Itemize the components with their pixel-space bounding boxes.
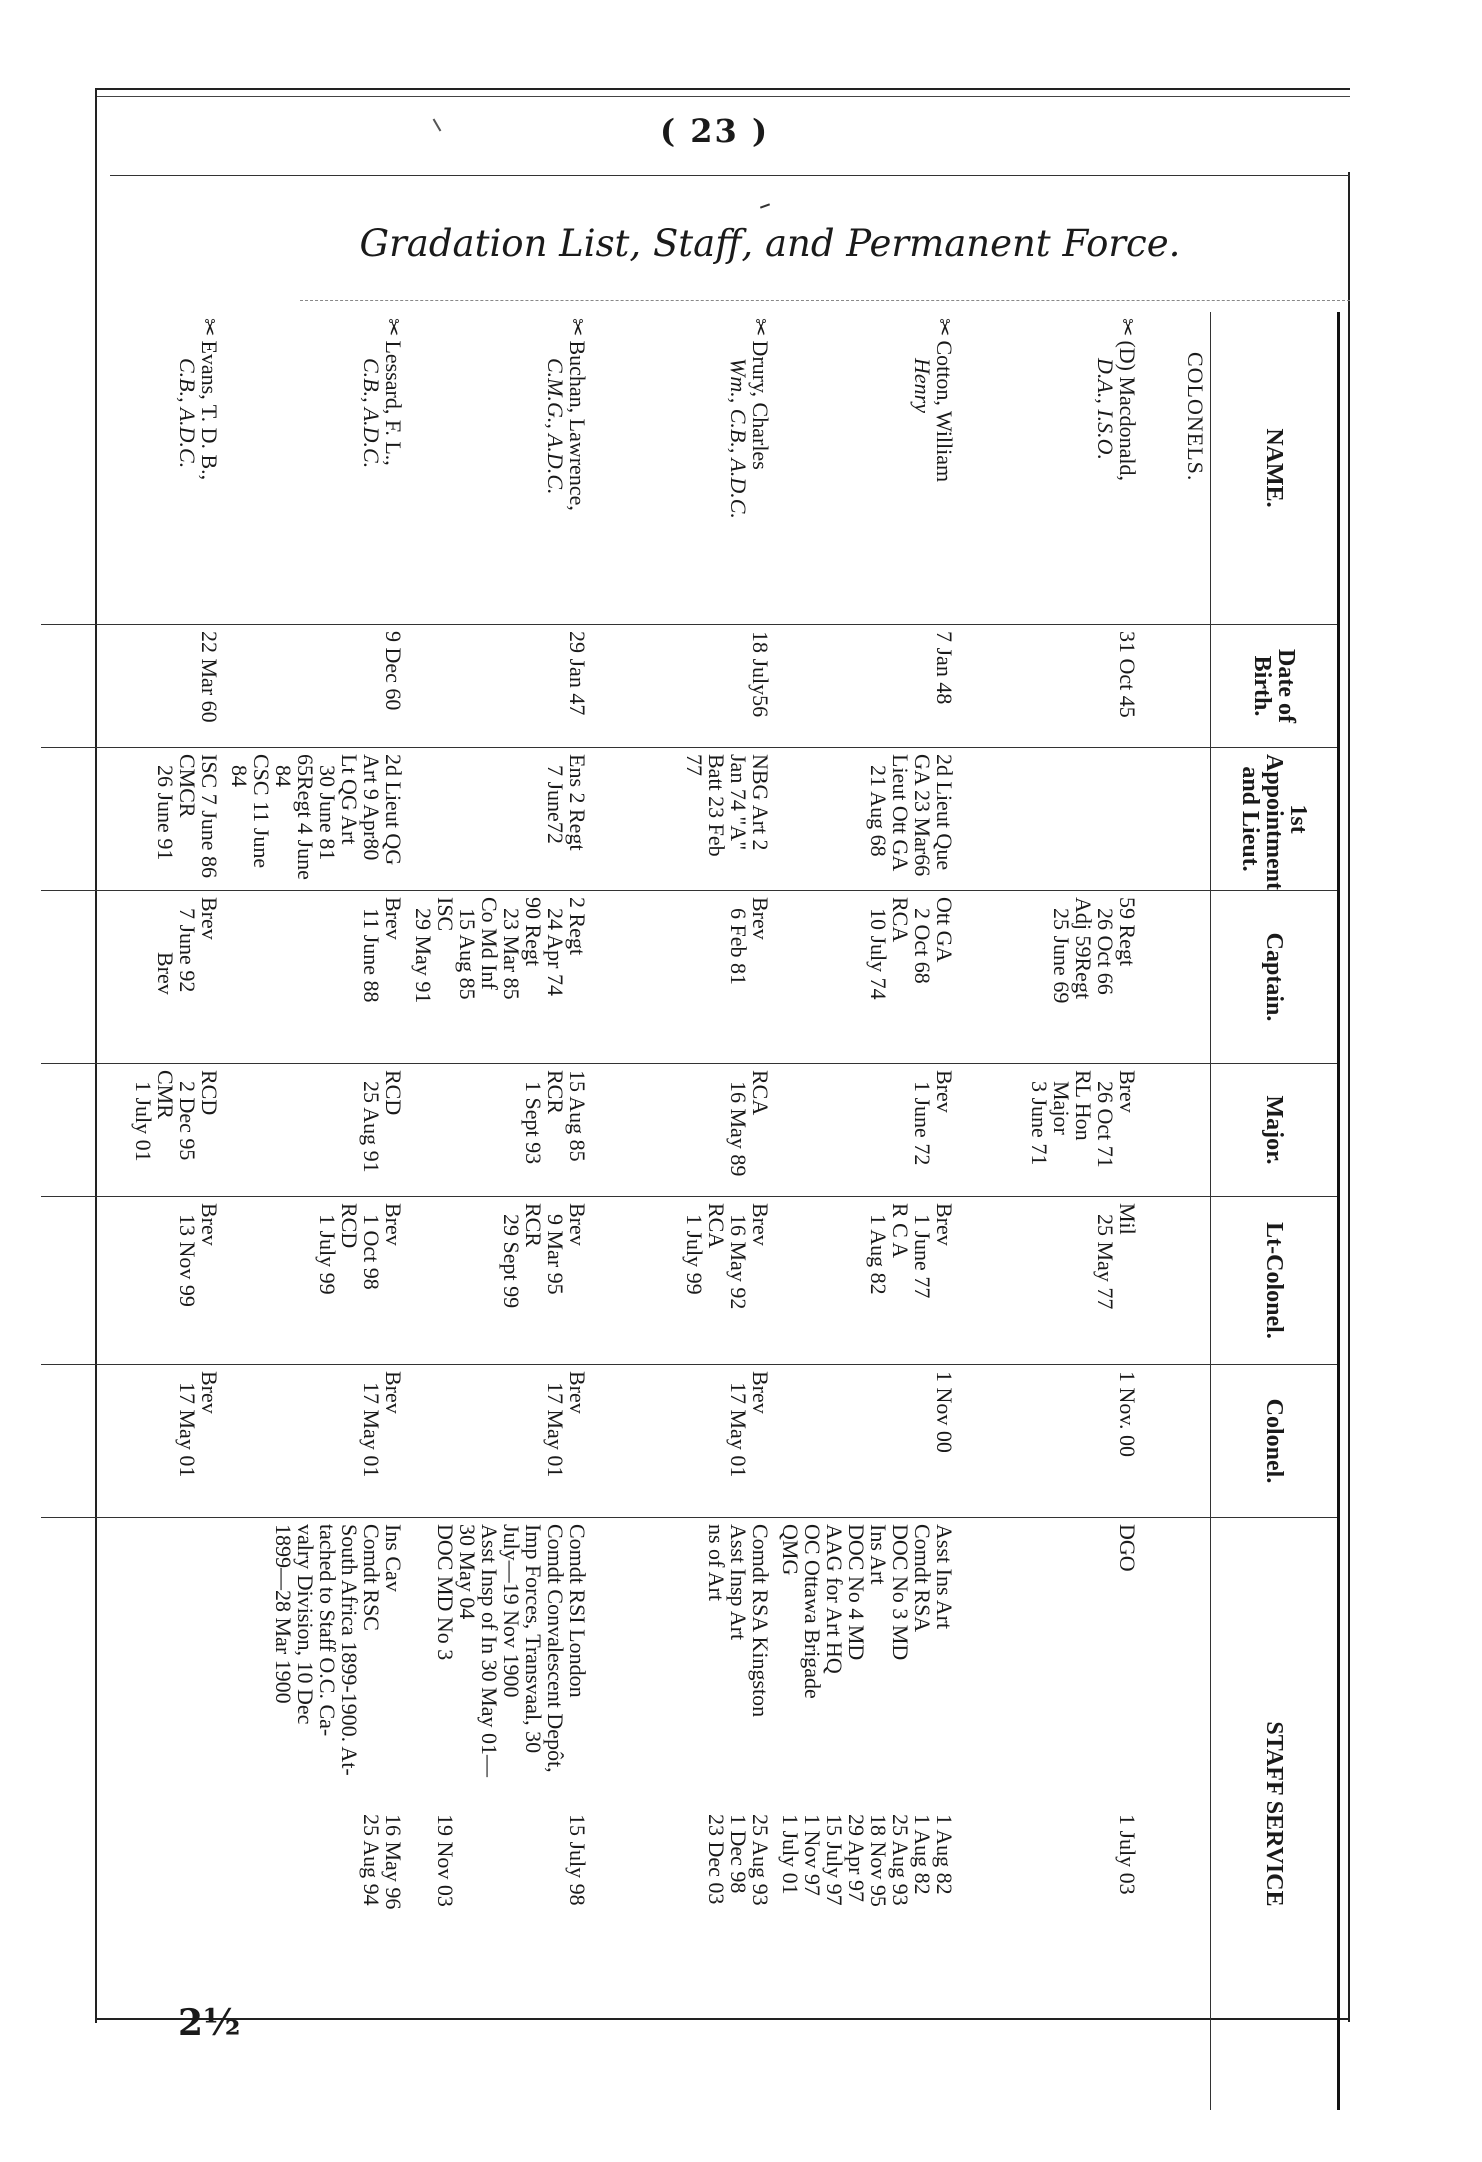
lt-colonel-cell-line: Brev	[748, 1203, 773, 1246]
staff-role: OC Ottawa Brigade	[800, 1524, 825, 1699]
date-of-birth-cell-line: 9 Dec 60	[381, 631, 406, 711]
colonel-cell-line: Brev	[565, 1371, 590, 1414]
scissors-icon: ✂	[932, 318, 957, 337]
staff-date: 15 July 98	[565, 1814, 590, 1906]
first-appointment-cell-line: Jan 74 "A"	[726, 754, 751, 851]
captain-cell-line: 26 Oct 66	[1093, 897, 1118, 995]
staff-role: Comdt RSA	[910, 1524, 935, 1633]
staff-date: 1 Aug 82	[910, 1814, 935, 1895]
table-row	[224, 312, 408, 2110]
staff-entry	[1116, 1524, 1138, 2104]
staff-date: 25 Aug 93	[748, 1814, 773, 1906]
major-cell-line: Brev	[932, 1070, 957, 1113]
staff-date: 25 Aug 93	[888, 1814, 913, 1906]
first-appointment-cell-line: NBG Art 2	[748, 754, 773, 851]
stray-mark	[433, 118, 442, 131]
staff-entry	[478, 1524, 500, 2104]
colonel-cell-line: Brev	[197, 1371, 222, 1414]
table-row	[592, 312, 775, 2110]
staff-role: tached to Staff O.C. Ca-	[315, 1524, 340, 1737]
first-appointment-cell-line: 26 June 91	[153, 754, 178, 861]
first-appointment-cell-line: 2d Lieut QG	[381, 754, 406, 866]
lt-colonel-cell	[959, 1197, 1142, 1365]
officer-name-cell	[41, 312, 224, 625]
officer-name: Buchan, Lawrence,	[565, 340, 590, 511]
staff-role: Asst Insp Art	[726, 1524, 751, 1641]
page-number: ( 23 )	[660, 112, 770, 150]
officer-name-cell	[959, 312, 1142, 625]
empty-cell	[1142, 891, 1211, 1064]
staff-date: 15 July 97	[822, 1814, 847, 1906]
table-header-row	[1211, 312, 1339, 2110]
empty-cell	[1142, 625, 1211, 748]
stray-mark-accent	[760, 203, 770, 208]
major-cell	[959, 1064, 1142, 1197]
major-cell-line: 1 Sept 93	[521, 1070, 546, 1165]
first-appointment-cell-line: 65Regt 4 June	[293, 754, 318, 880]
title-underline	[300, 300, 1350, 301]
captain-cell	[592, 891, 775, 1064]
table-row	[408, 312, 592, 2110]
captain-cell-line: 11 June 88	[359, 897, 384, 1003]
first-appointment-cell-line: Art 9 Apr80	[359, 754, 384, 861]
staff-role: Comdt RSA Kingston	[748, 1524, 773, 1718]
staff-role: Asst Ins Art	[932, 1524, 957, 1630]
date-of-birth-cell-line: 22 Mar 60	[197, 631, 222, 723]
captain-cell-line: 7 June 92	[175, 897, 200, 993]
first-appointment-cell	[959, 748, 1142, 891]
staff-entry	[823, 1524, 845, 2104]
gradation-table-rotated	[100, 312, 1340, 2007]
staff-date: 25 Aug 94	[359, 1814, 384, 1906]
lt-colonel-cell-line: 1 Aug 82	[866, 1203, 891, 1295]
major-cell	[775, 1064, 959, 1197]
staff-entry	[382, 1524, 404, 2104]
captain-cell-line: 2 Regt	[565, 897, 590, 956]
first-appointment-cell	[408, 748, 592, 891]
gradation-table	[41, 312, 1340, 2110]
header-colonel: Colonel.	[1211, 1365, 1339, 1518]
lt-colonel-cell	[775, 1197, 959, 1365]
staff-role: Comdt Convalescent Depôt,	[543, 1524, 568, 1773]
staff-role: Comdt RSC	[359, 1524, 384, 1631]
lt-colonel-cell	[592, 1197, 775, 1365]
major-cell-line: 1 June 72	[910, 1070, 935, 1166]
header-staff-service: STAFF SERVICE	[1211, 1518, 1339, 2111]
date-of-birth-cell	[775, 625, 959, 748]
staff-entry	[845, 1524, 867, 2104]
empty-cell	[1142, 1064, 1211, 1197]
lt-colonel-cell-line: 16 May 92	[726, 1203, 751, 1310]
staff-entry	[316, 1524, 338, 2104]
colonel-cell	[224, 1365, 408, 1518]
staff-role: Ins Art	[866, 1524, 891, 1585]
staff-service-cell	[775, 1518, 959, 2111]
lt-colonel-cell-line: Brev	[197, 1203, 222, 1246]
officer-honours: D.A., I.S.O.	[1093, 358, 1118, 461]
staff-role: DOC No 3 MD	[888, 1524, 913, 1661]
first-appointment-cell-line: 2d Lieut Que	[932, 754, 957, 871]
captain-cell-line: 25 June 69	[1049, 897, 1074, 1004]
colonel-cell-line: 17 May 01	[726, 1371, 751, 1478]
date-of-birth-cell-line: 29 Jan 47	[565, 631, 590, 716]
scissors-icon: ✂	[565, 318, 590, 337]
captain-cell	[959, 891, 1142, 1064]
lt-colonel-cell-line: 1 July 99	[682, 1203, 707, 1295]
staff-entry	[779, 1524, 801, 2104]
staff-date: 16 May 96	[381, 1814, 406, 1910]
page-number-separator	[110, 175, 1350, 176]
staff-date: 1 July 01	[778, 1814, 803, 1895]
major-cell-line: RCD	[381, 1070, 406, 1116]
page-frame-top-rule-inner	[95, 96, 1350, 97]
captain-cell-line: 29 May 91	[411, 897, 436, 1004]
major-cell-line: CMR	[153, 1070, 178, 1119]
staff-date: 1 Dec 98	[726, 1814, 751, 1894]
major-cell-line: 25 Aug 91	[359, 1070, 384, 1173]
major-cell	[408, 1064, 592, 1197]
section-label: COLONELS.	[1183, 352, 1208, 482]
scissors-icon: ✂	[748, 318, 773, 337]
captain-cell-line: 23 Mar 85	[499, 897, 524, 1000]
staff-date: 1 Nov 97	[800, 1814, 825, 1896]
lt-colonel-cell-line: 25 May 77	[1093, 1203, 1118, 1310]
page-frame-right-rule	[1348, 172, 1350, 2022]
first-appointment-cell-line: 84	[227, 754, 252, 787]
captain-cell-line: RCA	[888, 897, 913, 943]
colonel-cell	[959, 1365, 1142, 1518]
header-captain: Captain.	[1211, 891, 1339, 1064]
scissors-icon: ✂	[1115, 318, 1140, 337]
staff-role: Comdt RSI London	[565, 1524, 590, 1698]
captain-cell-line: 59 Regt	[1115, 897, 1140, 967]
date-of-birth-cell	[592, 625, 775, 748]
first-appointment-cell-line: Ens 2 Regt	[565, 754, 590, 851]
lt-colonel-cell-line: RCA	[704, 1203, 729, 1249]
first-appointment-cell-line: Batt 23 Feb	[704, 754, 729, 857]
colonel-cell-line: 17 May 01	[175, 1371, 200, 1478]
captain-cell-line: Brev	[197, 897, 222, 940]
first-appointment-cell-line: 30 June 81	[315, 754, 340, 861]
colonel-cell-line: 1 Nov. 00	[1115, 1371, 1140, 1457]
captain-cell-line: Brev	[153, 897, 178, 995]
colonel-cell-line: 17 May 01	[359, 1371, 384, 1478]
page-frame-top-rule	[95, 88, 1350, 90]
staff-entry	[867, 1524, 889, 2104]
staff-date: 29 Apr 97	[844, 1814, 869, 1902]
staff-date: 1 Aug 82	[932, 1814, 957, 1895]
lt-colonel-cell	[408, 1197, 592, 1365]
captain-cell-line: 2 Oct 68	[910, 897, 935, 984]
staff-date: 23 Dec 03	[704, 1814, 729, 1905]
major-cell	[41, 1064, 224, 1197]
header-lt-colonel: Lt-Colonel.	[1211, 1197, 1339, 1365]
first-appointment-cell-line: 21 Aug 68	[866, 754, 891, 857]
major-cell-line: RCD	[197, 1070, 222, 1116]
major-cell	[224, 1064, 408, 1197]
staff-role: Ins Cav	[381, 1524, 406, 1592]
lt-colonel-cell-line: 9 Mar 95	[543, 1203, 568, 1295]
staff-entry	[544, 1524, 566, 2104]
staff-entry	[360, 1524, 382, 2104]
officer-name: (D) Macdonald,	[1115, 340, 1140, 481]
officer-honours: C.B., A.D.C.	[359, 358, 384, 469]
staff-service-cell	[959, 1518, 1142, 2111]
empty-cell	[1142, 1197, 1211, 1365]
officer-name: Cotton, William	[932, 340, 957, 483]
lt-colonel-cell-line: R C A	[888, 1203, 913, 1259]
first-appointment-cell	[592, 748, 775, 891]
lt-colonel-cell-line: 1 Oct 98	[359, 1203, 384, 1290]
officer-honours: C.M.G., A.D.C.	[543, 358, 568, 495]
table-row	[775, 312, 959, 2110]
first-appointment-cell-line: CMCR	[175, 754, 200, 818]
colonel-cell-line: Brev	[748, 1371, 773, 1414]
colonel-cell-line: 17 May 01	[543, 1371, 568, 1478]
staff-service-cell	[224, 1518, 408, 2111]
lt-colonel-cell	[224, 1197, 408, 1365]
officer-honours: Wm., C.B., A.D.C.	[726, 358, 751, 519]
captain-cell-line: 6 Feb 81	[726, 897, 751, 985]
staff-entry	[911, 1524, 933, 2104]
captain-cell	[408, 891, 592, 1064]
colonel-cell-line: 1 Nov 00	[932, 1371, 957, 1453]
major-cell-line: RCR	[543, 1070, 568, 1115]
header-name: NAME.	[1211, 312, 1339, 625]
staff-date: 19 Nov 03	[433, 1814, 458, 1907]
staff-role: South Africa 1899-1900. At-	[337, 1524, 362, 1776]
captain-cell-line: 90 Regt	[521, 897, 546, 967]
colonel-cell-line: Brev	[381, 1371, 406, 1414]
major-cell-line: 15 Aug 85	[565, 1070, 590, 1162]
captain-cell	[41, 891, 224, 1064]
first-appointment-cell-line: 84	[271, 754, 296, 787]
scissors-icon: ✂	[381, 318, 406, 337]
date-of-birth-cell	[408, 625, 592, 748]
colonel-cell	[41, 1365, 224, 1518]
staff-role: ns of Art	[704, 1524, 729, 1601]
lt-colonel-cell-line: 29 Sept 99	[499, 1203, 524, 1309]
captain-cell-line: Ott GA	[932, 897, 957, 963]
officer-name-cell	[408, 312, 592, 625]
staff-entry	[500, 1524, 522, 2104]
lt-colonel-cell-line: Mil	[1115, 1203, 1140, 1235]
first-appointment-cell-line: Lieut Ott GA	[888, 754, 913, 872]
staff-role: 30 May 04	[455, 1524, 480, 1620]
major-cell-line: 26 Oct 71	[1093, 1070, 1118, 1168]
major-cell-line: 1 July 01	[131, 1070, 156, 1162]
staff-entry	[272, 1524, 294, 2104]
corner-folio-mark: 2½	[178, 2002, 241, 2044]
staff-role: Imp Forces, Transvaal, 30	[521, 1524, 546, 1754]
major-cell	[592, 1064, 775, 1197]
captain-cell-line: 15 Aug 85	[455, 897, 480, 1000]
major-cell-line: 3 June 71	[1027, 1070, 1052, 1166]
lt-colonel-cell-line: Brev	[932, 1203, 957, 1246]
captain-cell	[775, 891, 959, 1064]
captain-cell-line: ISC	[433, 897, 458, 932]
officer-name-cell	[224, 312, 408, 625]
officer-name: Lessard, F. L.,	[381, 340, 406, 466]
staff-role: 1899—28 Mar 1900	[271, 1524, 296, 1704]
captain-cell-line: Adj 59Regt	[1071, 897, 1096, 1000]
officer-name-cell	[592, 312, 775, 625]
major-cell-line: Brev	[1115, 1070, 1140, 1113]
staff-role: DOC No 4 MD	[844, 1524, 869, 1661]
staff-entry	[727, 1524, 749, 2104]
date-of-birth-cell	[959, 625, 1142, 748]
captain-cell-line: Co Md Inf	[477, 897, 502, 990]
staff-role: July—19 Nov 1900	[499, 1524, 524, 1698]
captain-cell-line: 10 July 74	[866, 897, 891, 1000]
major-cell-line: 16 May 89	[726, 1070, 751, 1177]
officer-name-cell	[775, 312, 959, 625]
empty-cell	[1142, 1518, 1211, 2111]
page-title: Gradation List, Staff, and Permanent Force.	[359, 222, 1181, 265]
colonel-cell	[592, 1365, 775, 1518]
colonel-cell	[408, 1365, 592, 1518]
staff-role: valry Division, 10 Dec	[293, 1524, 318, 1725]
table-row	[959, 312, 1142, 2110]
first-appointment-cell-line: ISC 7 June 86	[197, 754, 222, 879]
date-of-birth-cell-line: 18 July56	[748, 631, 773, 718]
lt-colonel-cell-line: RCD	[337, 1203, 362, 1249]
major-cell-line: RL Hon	[1071, 1070, 1096, 1141]
staff-entry	[566, 1524, 588, 2104]
first-appointment-cell-line: 7 June72	[543, 754, 568, 844]
staff-role: DOC MD No 3	[433, 1524, 458, 1661]
first-appointment-cell-line: Lt QG Art	[337, 754, 362, 845]
lt-colonel-cell-line: 1 July 99	[315, 1203, 340, 1295]
lt-colonel-cell-line: RCR	[521, 1203, 546, 1248]
major-cell-line: RCA	[748, 1070, 773, 1116]
staff-role: QMG	[778, 1524, 803, 1576]
major-cell-line: Major	[1049, 1070, 1074, 1135]
staff-service-cell	[592, 1518, 775, 2111]
table-row	[41, 312, 224, 2110]
first-appointment-cell-line: 77	[682, 754, 707, 776]
header-date-of-birth: Date of Birth.	[1211, 625, 1339, 748]
staff-entry	[294, 1524, 316, 2104]
empty-cell	[1142, 748, 1211, 891]
captain-cell	[224, 891, 408, 1064]
lt-colonel-cell-line: Brev	[565, 1203, 590, 1246]
captain-cell-line: 24 Apr 74	[543, 897, 568, 996]
date-of-birth-cell-line: 7 Jan 48	[932, 631, 957, 705]
staff-role: DGO	[1115, 1524, 1140, 1572]
staff-entry	[705, 1524, 727, 2104]
first-appointment-cell	[41, 748, 224, 891]
scissors-icon: ✂	[197, 318, 222, 337]
colonel-cell	[775, 1365, 959, 1518]
officer-name: Evans, T. D. B.,	[197, 340, 222, 481]
officer-name: Drury, Charles	[748, 340, 773, 470]
staff-service-cell	[408, 1518, 592, 2111]
lt-colonel-cell	[41, 1197, 224, 1365]
lt-colonel-cell-line: Brev	[381, 1203, 406, 1246]
captain-cell-line: Brev	[748, 897, 773, 940]
staff-entry	[338, 1524, 360, 2104]
staff-date: 18 Nov 95	[866, 1814, 891, 1907]
officer-honours: Henry	[910, 358, 935, 413]
first-appointment-cell-line: GA 23 Mar66	[910, 754, 935, 877]
lt-colonel-cell-line: 1 June 77	[910, 1203, 935, 1299]
date-of-birth-cell	[224, 625, 408, 748]
staff-entry	[522, 1524, 544, 2104]
staff-entry	[889, 1524, 911, 2104]
staff-entry	[801, 1524, 823, 2104]
captain-cell-line: Brev	[381, 897, 406, 940]
staff-entry	[749, 1524, 771, 2104]
header-first-appointment: 1st Appointment and Lieut.	[1211, 748, 1339, 891]
lt-colonel-cell-line: 13 Nov 99	[175, 1203, 200, 1307]
staff-entry	[434, 1524, 456, 2104]
date-of-birth-cell	[41, 625, 224, 748]
first-appointment-cell-line: CSC 11 June	[249, 754, 274, 869]
empty-cell	[1142, 1365, 1211, 1518]
major-cell-line: 2 Dec 95	[175, 1070, 200, 1161]
first-appointment-cell	[775, 748, 959, 891]
section-row	[1142, 312, 1211, 2110]
officer-honours: C.B., A.D.C.	[175, 358, 200, 469]
staff-date: 1 July 03	[1115, 1814, 1140, 1895]
first-appointment-cell	[224, 748, 408, 891]
staff-entry	[933, 1524, 955, 2104]
date-of-birth-cell-line: 31 Oct 45	[1115, 631, 1140, 718]
staff-role: Asst Insp of In 30 May 01—	[477, 1524, 502, 1777]
staff-entry	[456, 1524, 478, 2104]
header-major: Major.	[1211, 1064, 1339, 1197]
staff-role: AAG for Art HQ	[822, 1524, 847, 1674]
